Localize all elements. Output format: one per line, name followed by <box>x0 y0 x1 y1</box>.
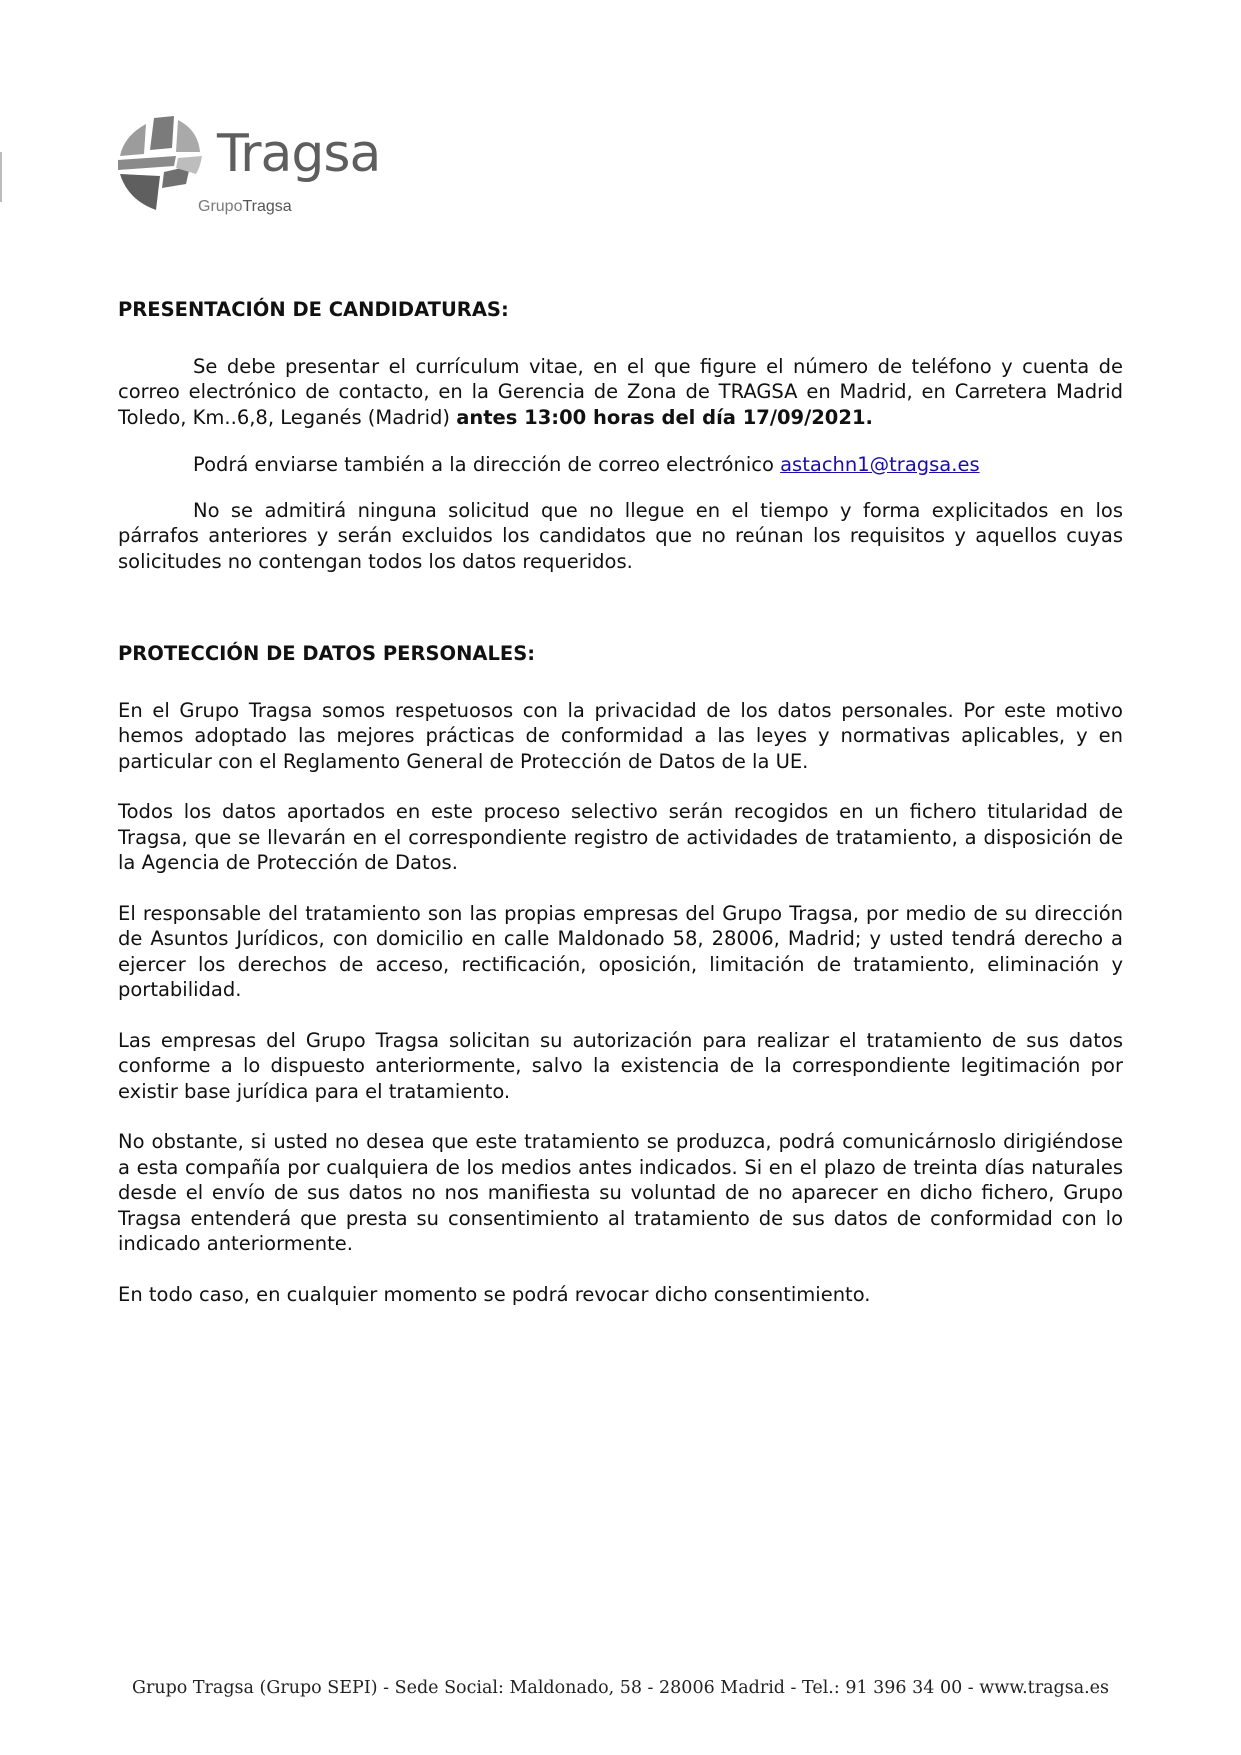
paragraph-revocacion: En todo caso, en cualquier momento se podrá revocar dicho consentimiento. <box>118 1282 871 1306</box>
paragraph-presentacion-text: Se debe presentar el currículum vitae, en el que figure el número de teléfono y cuenta de correo electrónico de contacto, en la Gerencia de Zona de TRAGSA en Madrid, en Carretera Madrid Toledo, Km..6,8, Leganés (Madrid) <box>118 354 1123 429</box>
logo-group-label <box>198 198 292 216</box>
logo-group-prefix: Grupo <box>198 198 243 215</box>
paragraph-admision: No se admitirá ninguna solicitud que no llegue en el tiempo y forma explicitados en los párrafos anteriores y serán excluidos los candidatos que no reúnan los requisitos y aquellos cuyas solicitudes no contengan todos los datos requeridos. <box>118 498 1123 573</box>
email-link[interactable]: astachn1@tragsa.es <box>780 453 980 476</box>
tragsa-logo-icon <box>116 114 206 214</box>
page-margin-mark <box>0 152 2 202</box>
paragraph-email-text: Podrá enviarse también a la dirección de correo electrónico <box>193 453 781 476</box>
paragraph-email <box>118 452 1123 478</box>
logo-group-suffix: Tragsa <box>242 198 292 215</box>
section-heading-candidaturas: PRESENTACIÓN DE CANDIDATURAS: <box>118 298 509 321</box>
logo-wordmark: Tragsa <box>217 124 381 184</box>
paragraph-responsable: El responsable del tratamiento son las propias empresas del Grupo Tragsa, por medio de su dirección de Asuntos Jurídicos, con domicilio en calle Maldonado 58, 28006, Madrid; y usted tendrá derecho a ejercer los derechos de acceso, rectificación, oposición, limitación de tratamiento, eliminación y portabilidad. <box>118 901 1123 1001</box>
paragraph-oposicion: No obstante, si usted no desea que este tratamiento se produzca, podrá comunicárnoslo dirigiéndose a esta compañía por cualquiera de los medios antes indicados. Si en el plazo de treinta días naturales desde el envío de sus datos no nos manifiesta su voluntad de no aparecer en dicho fichero, Grupo Tragsa entenderá que presta su consentimiento al tratamiento de sus datos de conformidad con lo indicado anteriormente. <box>118 1130 1123 1255</box>
section-heading-proteccion: PROTECCIÓN DE DATOS PERSONALES: <box>118 642 536 665</box>
paragraph-privacidad: En el Grupo Tragsa somos respetuosos con la privacidad de los datos personales. Por este motivo hemos adoptado las mejores prácticas de conformidad a las leyes y normativas aplicables, y en particular con el Reglamento General de Protección de Datos de la UE. <box>118 698 1123 773</box>
page-footer: Grupo Tragsa (Grupo SEPI) - Sede Social: Maldonado, 58 - 28006 Madrid - Tel.: 91 396 34 00 - www.tragsa.es <box>131 1678 1110 1698</box>
document-body <box>118 297 1123 1307</box>
paragraph-fichero: Todos los datos aportados en este proceso selectivo serán recogidos en un fichero titularidad de Tragsa, que se llevarán en el correspondiente registro de actividades de tratamiento, a disposición de la Agencia de Protección de Datos. <box>118 800 1123 874</box>
tragsa-logo <box>116 114 396 224</box>
deadline-text: antes 13:00 horas del día 17/09/2021. <box>456 405 873 429</box>
paragraph-autorizacion: Las empresas del Grupo Tragsa solicitan su autorización para realizar el tratamiento de sus datos conforme a lo dispuesto anteriormente, salvo la existencia de la correspondiente legitimación por existir base jurídica para el tratamiento. <box>118 1028 1123 1103</box>
paragraph-presentacion <box>118 354 1123 431</box>
